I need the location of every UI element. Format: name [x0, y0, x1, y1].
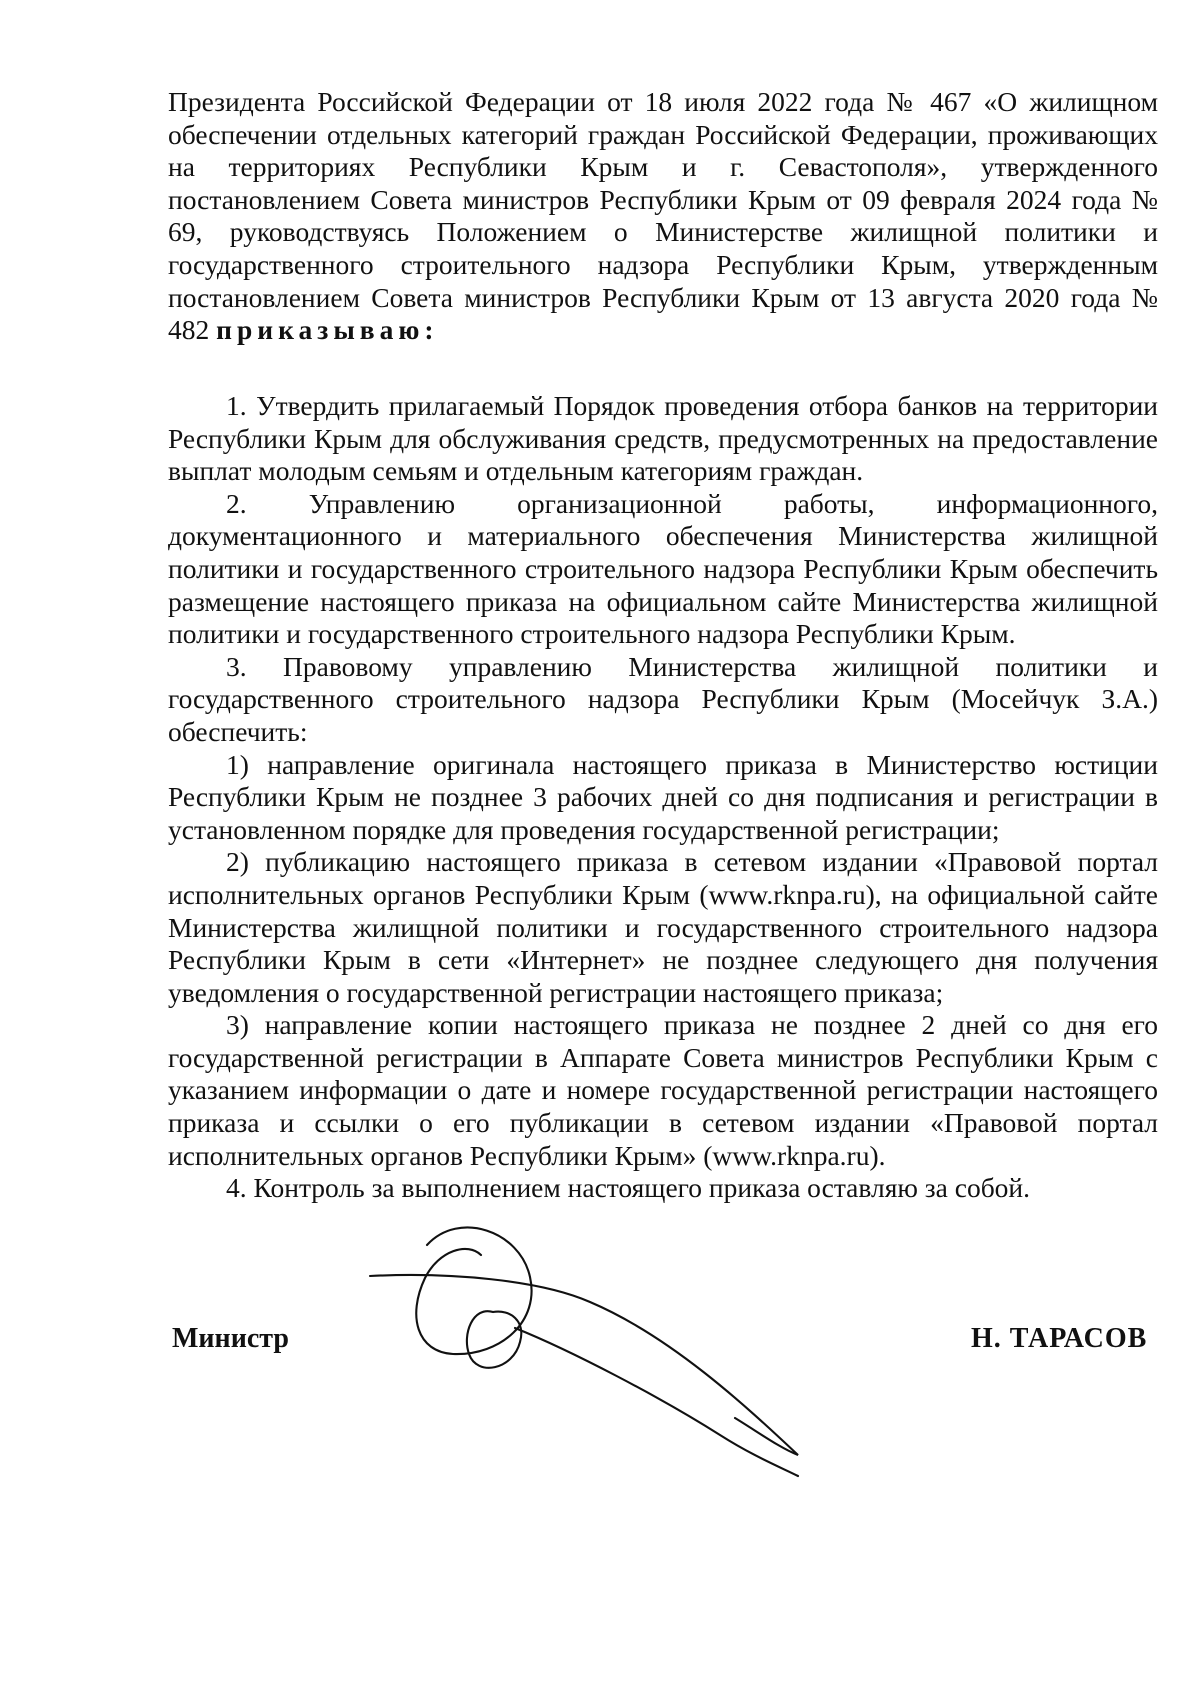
document-order-items — [168, 390, 1158, 1205]
order-word: приказываю: — [216, 314, 439, 346]
order-item-4: 4. Контроль за выполнением настоящего приказа оставляю за собой. — [226, 1172, 1031, 1204]
order-subitem-1: 1) направление оригинала настоящего приказа в Министерство юстиции Республики Крым не позднее 3 рабочих дней со дня подписания и регистрации в установленном порядке для проведения государственной регистрации; — [168, 748, 1158, 845]
signatory-position: Министр — [172, 1323, 289, 1354]
document-intro — [168, 86, 1158, 347]
signatory-name: Н. ТАРАСОВ — [971, 1323, 1148, 1354]
signature-inner-oval — [467, 1311, 521, 1368]
signature-lower-stroke — [515, 1328, 798, 1476]
order-item-3: 3. Правовому управлению Министерства жилищной политики и государственного строительного надзора Республики Крым (Мосейчук З.А.) обеспечить: — [168, 650, 1158, 747]
intro-paragraph — [168, 86, 1158, 347]
handwritten-signature — [350, 1230, 870, 1510]
order-subitem-3: 3) направление копии настоящего приказа не позднее 2 дней со дня его государственной регистрации в Аппарате Совета министров Республики Крым с указанием информации о дате и номере государственной регистрации настоящего приказа и ссылки о его публикации в сетевом издании «Правовой портал исполнительных органов Республики Крым» (www.rknpa.ru). — [168, 1009, 1158, 1171]
signature-upper-arc — [416, 1227, 531, 1354]
order-item-2: 2. Управлению организационной работы, информационного, документационного и материального обеспечения Министерства жилищной политики и государственного строительного надзора Республики Крым обеспечить размещение настоящего приказа на официальном сайте Министерства жилищной политики и государственного строительного надзора Республики Крым. — [168, 487, 1158, 650]
intro-text: Президента Российской Федерации от 18 июля 2022 года № 467 «О жилищном обеспечении отдельных категорий граждан Российской Федерации, проживающих на территориях Республики Крым и г. Севастополя», утвержденного постановлением Совета министров Республики Крым от 09 февраля 2024 года № 69, руководствуясь Положением о Министерстве жилищной политики и государственного строительного надзора Республики Крым, утвержденным постановлением Совета министров Республики Крым от 13 августа 2020 года № 482 — [168, 86, 1158, 346]
order-item-1: 1. Утвердить прилагаемый Порядок проведения отбора банков на территории Республики Крым для обслуживания средств, предусмотренных на предоставление выплат молодым семьям и отдельным категориям граждан. — [168, 390, 1158, 487]
order-subitem-2: 2) публикацию настоящего приказа в сетевом издании «Правовой портал исполнительных органов Республики Крым (www.rknpa.ru), на официальной сайте Министерства жилищной политики и государственного строительного надзора Республики Крым в сети «Интернет» не позднее следующего дня получения уведомления о государственной регистрации настоящего приказа; — [168, 846, 1158, 1008]
signature-main-loop — [370, 1275, 798, 1455]
